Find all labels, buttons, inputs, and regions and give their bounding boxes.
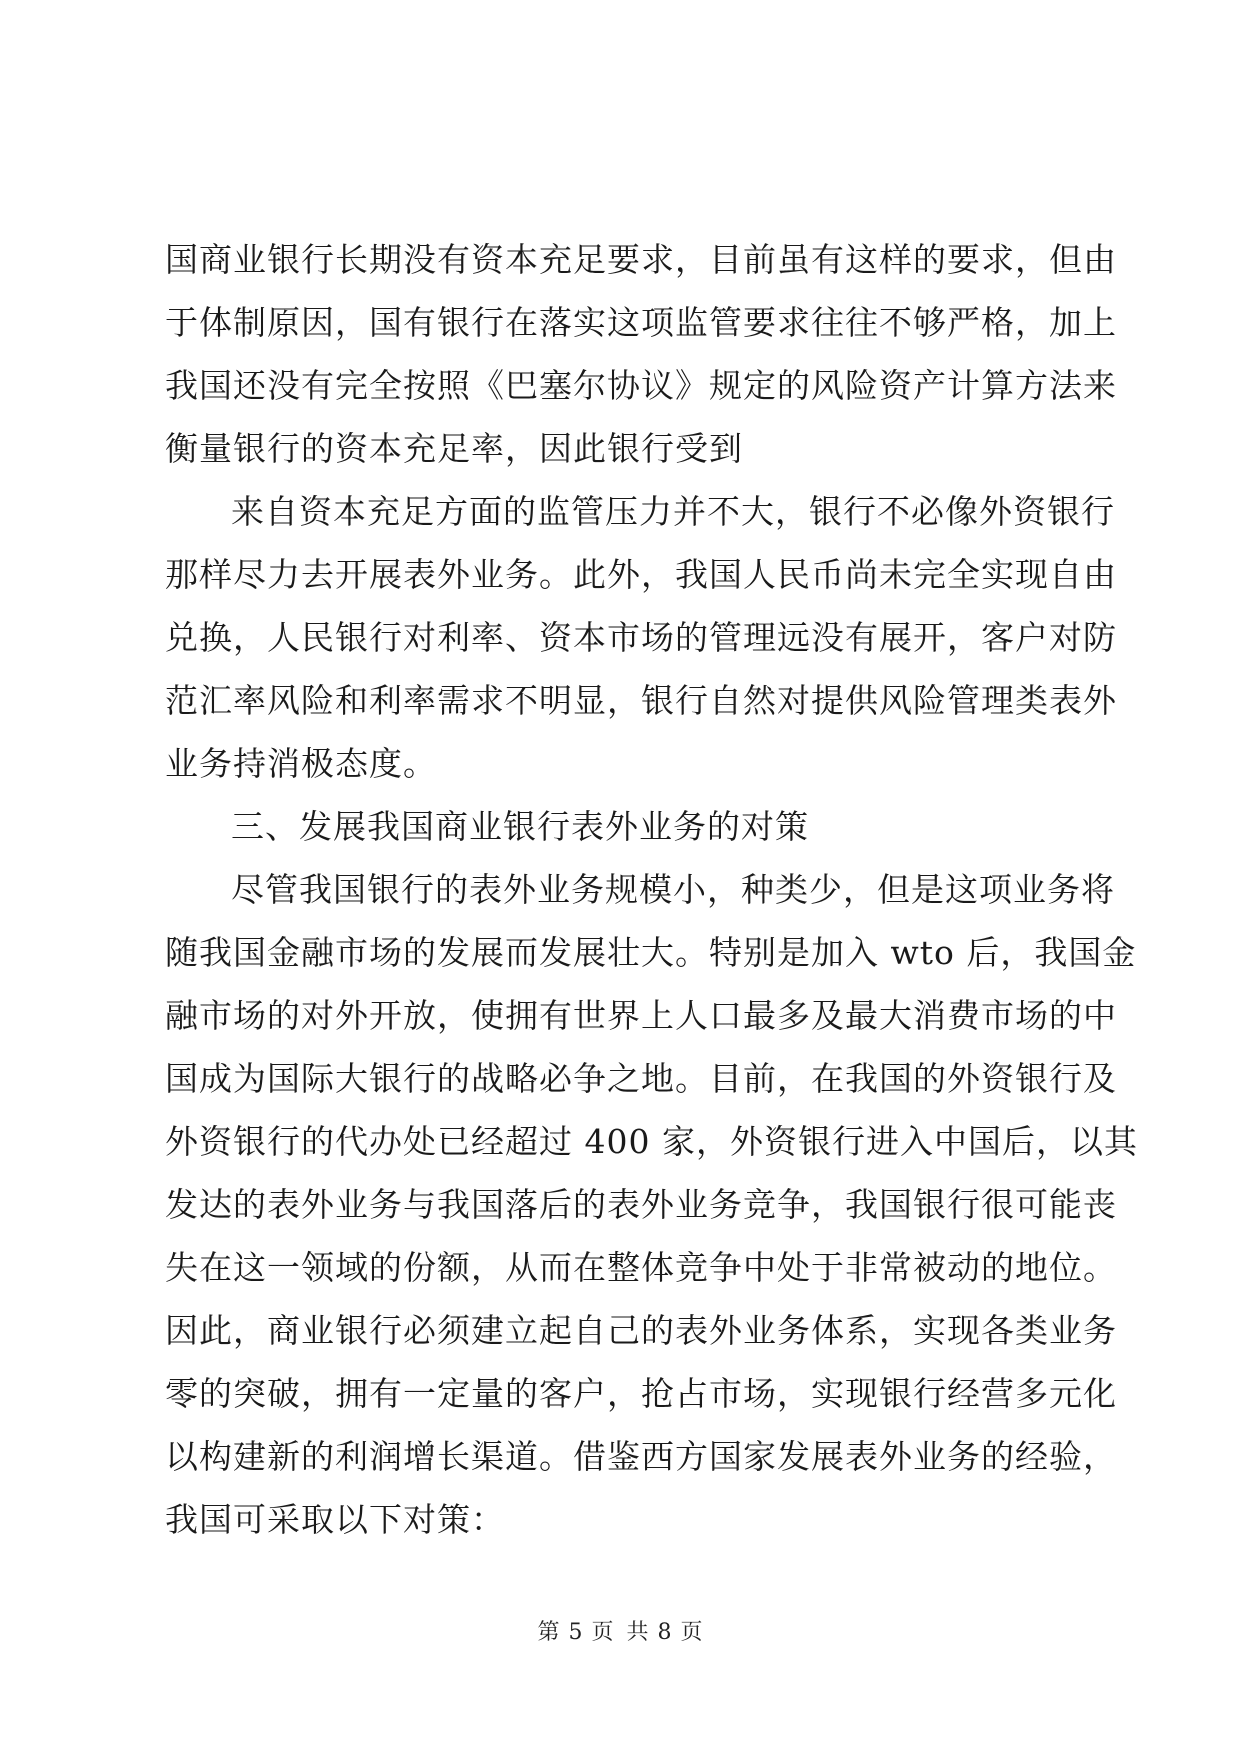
text-line: 因此，商业银行必须建立起自己的表外业务体系，实现各类业务: [165, 1311, 1117, 1350]
document-body: [165, 228, 1138, 1551]
text-line: 失在这一领域的份额，从而在整体竞争中处于非常被动的地位。: [165, 1248, 1117, 1287]
text-line: 来自资本充足方面的监管压力并不大，银行不必像外资银行: [231, 492, 1115, 531]
text-line: 零的突破，拥有一定量的客户，抢占市场，实现银行经营多元化: [165, 1374, 1117, 1413]
text-line: 随我国金融市场的发展而发展壮大。特别是加入 wto 后，我国金: [165, 933, 1137, 972]
paragraph: [165, 480, 1117, 795]
text-line: 我国可采取以下对策：: [165, 1500, 505, 1539]
text-line: 发达的表外业务与我国落后的表外业务竞争，我国银行很可能丧: [165, 1185, 1117, 1224]
page-total: 共 8 页: [626, 1620, 704, 1645]
text-line: 范汇率风险和利率需求不明显，银行自然对提供风险管理类表外: [165, 681, 1117, 720]
page-number: 第 5 页: [537, 1620, 615, 1645]
text-line: 融市场的对外开放，使拥有世界上人口最多及最大消费市场的中: [165, 996, 1117, 1035]
paragraph: [165, 858, 1138, 1551]
text-line: 我国还没有完全按照《巴塞尔协议》规定的风险资产计算方法来: [165, 366, 1117, 405]
text-line: 国商业银行长期没有资本充足要求，目前虽有这样的要求，但由: [165, 240, 1117, 279]
text-line: 三、发展我国商业银行表外业务的对策: [231, 807, 809, 846]
text-line: 于体制原因，国有银行在落实这项监管要求往往不够严格，加上: [165, 303, 1117, 342]
text-line: 那样尽力去开展表外业务。此外，我国人民币尚未完全实现自由: [165, 555, 1117, 594]
text-line: 尽管我国银行的表外业务规模小，种类少，但是这项业务将: [231, 870, 1115, 909]
text-line: 国成为国际大银行的战略必争之地。目前，在我国的外资银行及: [165, 1059, 1117, 1098]
text-line: 衡量银行的资本充足率，因此银行受到: [165, 429, 743, 468]
paragraph: [165, 795, 1080, 858]
text-line: 业务持消极态度。: [165, 744, 437, 783]
text-line: 外资银行的代办处已经超过 400 家，外资银行进入中国后，以其: [165, 1122, 1138, 1161]
page-footer: [0, 1615, 1241, 1646]
paragraph: [165, 228, 1117, 480]
text-line: 以构建新的利润增长渠道。借鉴西方国家发展表外业务的经验，: [165, 1437, 1117, 1476]
text-line: 兑换，人民银行对利率、资本市场的管理远没有展开，客户对防: [165, 618, 1117, 657]
